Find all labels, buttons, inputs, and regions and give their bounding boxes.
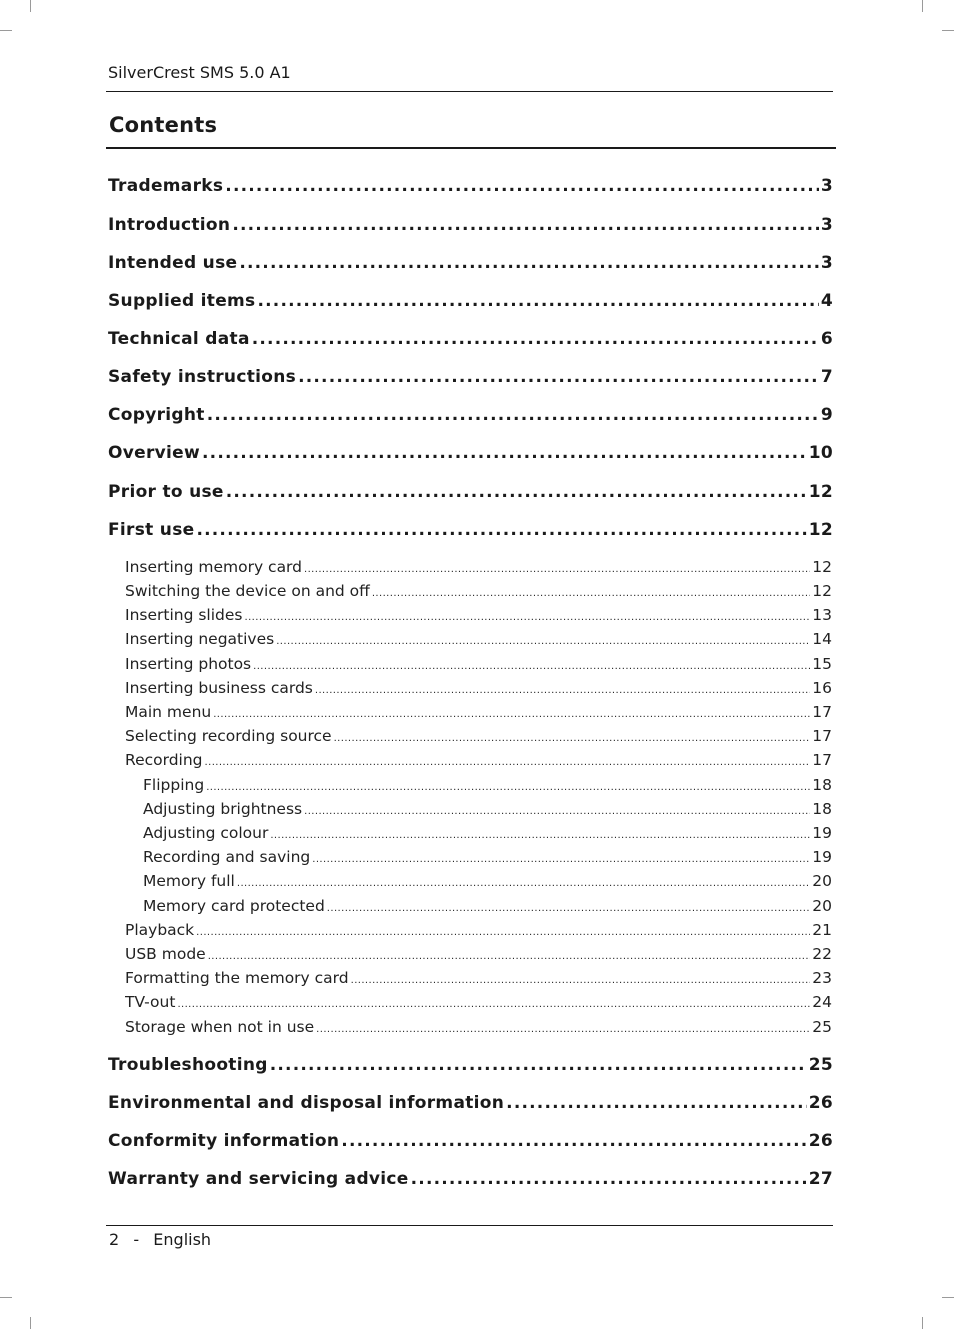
leader-dots [316, 1024, 810, 1035]
leader-dots [202, 443, 807, 463]
leader-dots [205, 757, 811, 768]
toc-entry-page: 3 [820, 176, 833, 196]
leader-dots [372, 588, 810, 599]
toc-entry-title: Technical data [108, 329, 250, 349]
toc-entry-title: Overview [108, 443, 200, 463]
toc-subentry[interactable] [125, 921, 832, 939]
leader-dots [196, 927, 810, 938]
toc-entry-page: 13 [812, 606, 832, 624]
toc-entry-page: 17 [812, 751, 832, 769]
toc-entry-page: 12 [812, 558, 832, 576]
toc-entry-title: Flipping [143, 776, 205, 794]
toc-entry-title: Safety instructions [108, 367, 297, 387]
toc-entry-title: Memory full [143, 872, 235, 890]
toc-subentry[interactable] [125, 945, 832, 963]
toc-entry-title: Copyright [108, 405, 205, 425]
toc-subentry[interactable] [125, 679, 832, 697]
toc-entry-page: 20 [812, 897, 832, 915]
toc-entry-page: 12 [808, 520, 833, 540]
running-header: SilverCrest SMS 5.0 A1 [108, 63, 291, 82]
leader-dots [206, 782, 810, 793]
leader-dots [239, 253, 819, 273]
leader-dots [334, 733, 811, 744]
toc-entry-title: Main menu [125, 703, 212, 721]
toc-entry-page: 19 [812, 824, 832, 842]
toc-entry-page: 23 [812, 969, 832, 987]
toc-entry-title: Supplied items [108, 291, 256, 311]
leader-dots [196, 520, 806, 540]
toc-entry-title: Adjusting colour [143, 824, 269, 842]
toc-entry-title: Inserting slides [125, 606, 243, 624]
leader-dots [312, 854, 810, 865]
toc-entry[interactable] [108, 520, 833, 540]
toc-subentry[interactable] [125, 727, 832, 745]
toc-entry-title: Formatting the memory card [125, 969, 349, 987]
toc-entry-page: 18 [812, 776, 832, 794]
toc-subsubentry[interactable] [143, 824, 832, 842]
toc-entry-page: 21 [812, 921, 832, 939]
toc-entry-title: Adjusting brightness [143, 800, 303, 818]
leader-dots [237, 878, 810, 889]
toc-subentry[interactable] [125, 993, 832, 1011]
toc-subentry[interactable] [125, 558, 832, 576]
leader-dots [304, 806, 810, 817]
toc-entry-page: 25 [808, 1055, 833, 1075]
toc-entry[interactable] [108, 1093, 833, 1113]
toc-entry-page: 12 [812, 582, 832, 600]
toc-entry-title: Inserting business cards [125, 679, 313, 697]
toc-subsubentry[interactable] [143, 776, 832, 794]
toc-entry-title: Troubleshooting [108, 1055, 268, 1075]
toc-entry-page: 17 [812, 727, 832, 745]
toc-entry-page: 25 [812, 1018, 832, 1036]
toc-subentry[interactable] [125, 1018, 832, 1036]
toc-entry-page: 15 [812, 655, 832, 673]
leader-dots [411, 1169, 807, 1189]
page-footer: 2 - English [109, 1230, 212, 1249]
toc-entry-title: Warranty and servicing advice [108, 1169, 409, 1189]
toc-entry-page: 14 [812, 630, 832, 648]
toc-entry-page: 24 [812, 993, 832, 1011]
toc-entry-title: Conformity information [108, 1131, 340, 1151]
toc-entry-page: 17 [812, 703, 832, 721]
leader-dots [232, 215, 819, 235]
toc-entry-page: 4 [820, 291, 833, 311]
leader-dots [208, 951, 811, 962]
toc-entry[interactable] [108, 367, 833, 387]
toc-entry[interactable] [108, 176, 833, 196]
toc-subentry[interactable] [125, 703, 832, 721]
toc-entry-page: 26 [808, 1093, 833, 1113]
toc-subentry[interactable] [125, 751, 832, 769]
toc-entry-page: 12 [808, 482, 833, 502]
leader-dots [226, 482, 807, 502]
leader-dots [207, 405, 819, 425]
toc-subentry[interactable] [125, 630, 832, 648]
toc-entry-page: 3 [820, 253, 833, 273]
toc-entry-page: 9 [820, 405, 833, 425]
toc-entry-page: 10 [808, 443, 833, 463]
toc-entry-page: 18 [812, 800, 832, 818]
toc-subentry[interactable] [125, 969, 832, 987]
toc-subsubentry[interactable] [143, 897, 832, 915]
toc-entry-title: Prior to use [108, 482, 224, 502]
toc-entry-title: Playback [125, 921, 195, 939]
leader-dots [506, 1093, 807, 1113]
toc-subsubentry[interactable] [143, 800, 832, 818]
leader-dots [177, 999, 810, 1010]
toc-entry-title: Recording and saving [143, 848, 311, 866]
toc-entry-title: TV-out [125, 993, 176, 1011]
leader-dots [315, 685, 810, 696]
toc-entry[interactable] [108, 253, 833, 273]
toc-entry-title: Environmental and disposal information [108, 1093, 505, 1113]
toc-entry-page: 27 [808, 1169, 833, 1189]
toc-entry-title: Inserting memory card [125, 558, 303, 576]
leader-dots [270, 830, 810, 841]
toc-entry-page: 3 [820, 215, 833, 235]
leader-dots [276, 636, 810, 647]
toc-entry[interactable] [108, 329, 833, 349]
toc-entry-title: Introduction [108, 215, 231, 235]
footer-rule [106, 1225, 833, 1226]
toc-entry-page: 7 [820, 367, 833, 387]
page-title: Contents [109, 113, 218, 137]
toc-entry-title: Switching the device on and off [125, 582, 370, 600]
toc-entry-page: 19 [812, 848, 832, 866]
toc-entry[interactable] [108, 1055, 833, 1075]
toc-subsubentry[interactable] [143, 872, 832, 890]
leader-dots [270, 1055, 807, 1075]
leader-dots [304, 564, 810, 575]
toc-entry[interactable] [108, 405, 833, 425]
toc-subentry[interactable] [125, 606, 832, 624]
leader-dots [341, 1131, 806, 1151]
leader-dots [298, 367, 819, 387]
toc-entry[interactable] [108, 482, 833, 502]
toc-entry-title: USB mode [125, 945, 206, 963]
toc-entry-title: Recording [125, 751, 203, 769]
toc-entry-page: 6 [820, 329, 833, 349]
toc-entry[interactable] [108, 1131, 833, 1151]
leader-dots [253, 661, 810, 672]
leader-dots [252, 329, 819, 349]
toc-entry[interactable] [108, 443, 833, 463]
toc-entry-page: 26 [808, 1131, 833, 1151]
toc-entry-title: Memory card protected [143, 897, 325, 915]
leader-dots [213, 709, 810, 720]
toc-entry[interactable] [108, 291, 833, 311]
toc-entry-page: 22 [812, 945, 832, 963]
toc-entry-title: Trademarks [108, 176, 224, 196]
toc-entry-title: Storage when not in use [125, 1018, 315, 1036]
toc-entry[interactable] [108, 1169, 833, 1189]
toc-entry[interactable] [108, 215, 833, 235]
toc-subentry[interactable] [125, 655, 832, 673]
toc-subsubentry[interactable] [143, 848, 832, 866]
leader-dots [245, 612, 811, 623]
toc-entry-title: Intended use [108, 253, 238, 273]
toc-entry-title: Inserting negatives [125, 630, 275, 648]
leader-dots [225, 176, 819, 196]
toc-entry-title: Inserting photos [125, 655, 252, 673]
leader-dots [351, 975, 811, 986]
leader-dots [257, 291, 818, 311]
leader-dots [327, 903, 810, 914]
toc-entry-page: 16 [812, 679, 832, 697]
toc-entry-title: Selecting recording source [125, 727, 332, 745]
toc-entry-title: First use [108, 520, 195, 540]
toc-entry-page: 20 [812, 872, 832, 890]
toc-subentry[interactable] [125, 582, 832, 600]
